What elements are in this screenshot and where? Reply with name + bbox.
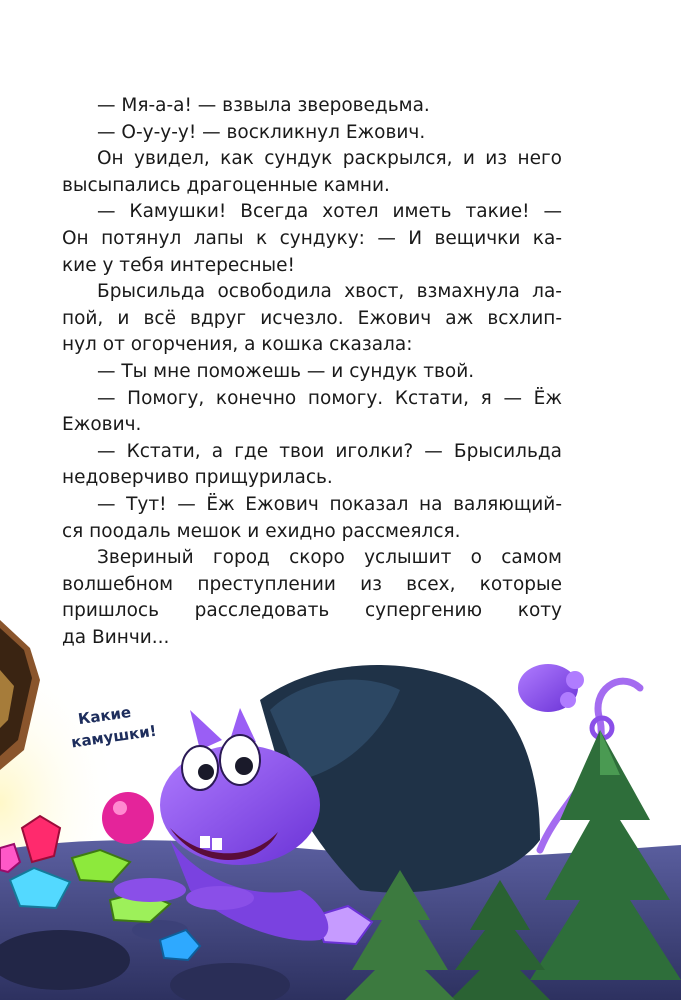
paw-finger (560, 692, 576, 708)
story-text (62, 93, 562, 651)
text-line: — Камушки! Всегда хотел иметь такие! — (97, 201, 562, 223)
text-line: да Винчи... (62, 626, 170, 648)
text-line: — Ты мне поможешь — и сундук твой. (97, 360, 475, 382)
caption-line-2: камушки! (70, 721, 158, 752)
text-line: ся поодаль мешок и ехидно рассмеялся. (62, 520, 461, 542)
illustration-scene (0, 600, 681, 1000)
text-line: Он увидел, как сундук раскрылся, и из него (97, 148, 562, 170)
nose-highlight (113, 801, 127, 815)
caption-line-1: Какие (76, 702, 133, 729)
text-line: Ежович. (62, 414, 142, 436)
text-line: кие у тебя интересные! (62, 254, 295, 276)
text-line: — Мя-а-а! — взвыла зверoведьма. (97, 95, 430, 116)
text-line: — О-у-у-у! — воскликнул Ежович. (97, 121, 426, 143)
creature-nose (102, 792, 154, 844)
tooth (212, 838, 222, 850)
text-line: недоверчиво прищурилась. (62, 467, 333, 489)
paw-finger (566, 671, 584, 689)
tooth (200, 836, 210, 848)
text-line: высыпались драгоценные камни. (62, 174, 390, 196)
text-line: волшебном преступлении из всех, которые (62, 573, 562, 595)
text-line: пой, и всё вдруг исчезло. Ежович аж всхлип- (62, 307, 562, 329)
text-line: Брысильда освободила хвост, взмахнула ла- (97, 281, 562, 303)
text-line: — Кстати, а где твои иголки? — Брысильда (97, 440, 562, 462)
front-paw (186, 886, 254, 910)
text-line: — Тут! — Ёж Ежович показал на валяющий- (97, 493, 562, 515)
text-line: — Помогу, конечно помогу. Кстати, я — Ёж (97, 387, 562, 409)
text-line: нул от огорчения, а кошка сказала: (62, 334, 413, 356)
text-line: Звериный город скоро услышит о самом (97, 547, 562, 569)
text-line: Он потянул лапы к сундуку: — И вещички ка- (62, 227, 562, 249)
front-paw (114, 878, 186, 902)
text-line: пришлось расследовать супергению коту (62, 600, 562, 622)
